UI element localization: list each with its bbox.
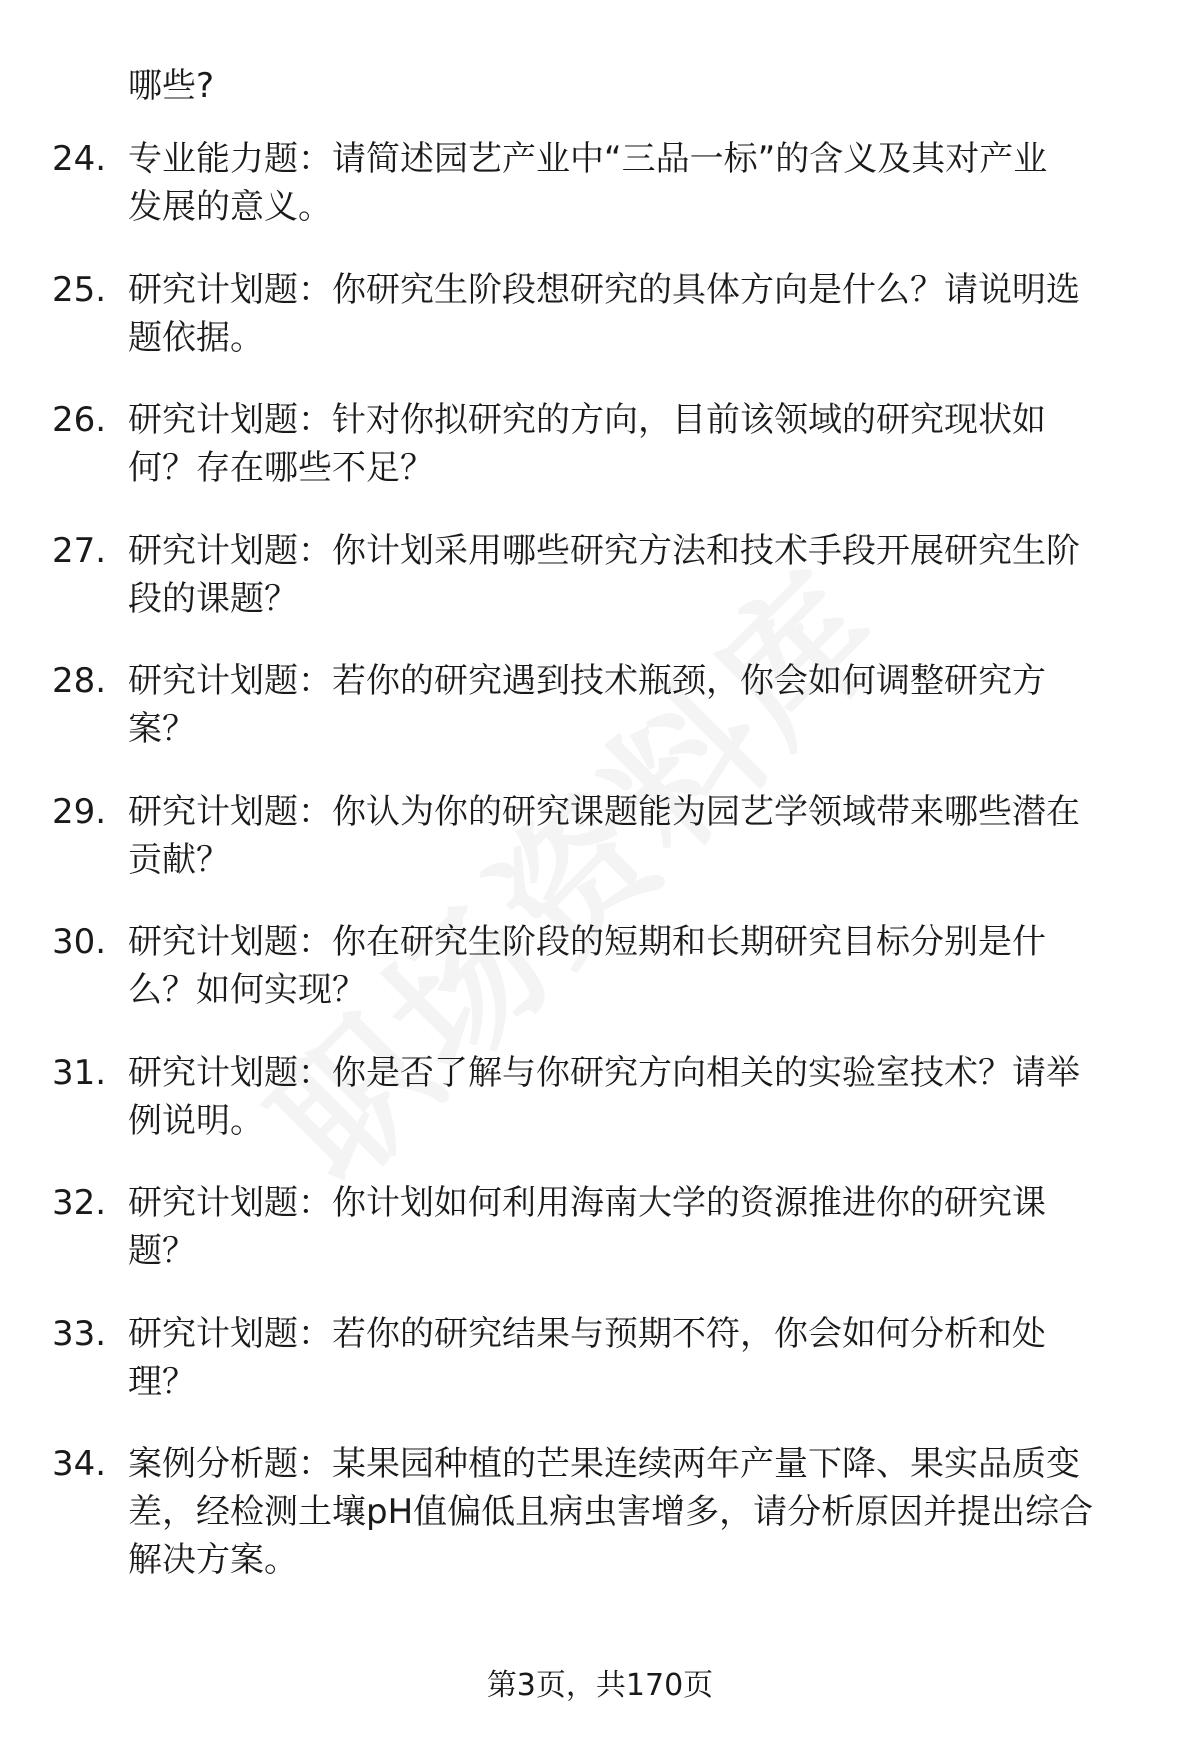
question-item [0,527,1200,658]
question-number: 31. [52,1052,107,1093]
question-item [0,788,1200,919]
question-text: 研究计划题：你是否了解与你研究方向相关的实验室技术？请举 例说明。 [128,1052,1080,1141]
question-text: 研究计划题：针对你拟研究的方向，目前该领域的研究现状如 何？存在哪些不足？ [128,400,1046,488]
question-text: 专业能力题：请简述园艺产业中“三品一标”的含义及其对产业 发展的意义。 [128,139,1048,227]
question-text: 研究计划题：若你的研究结果与预期不符，你会如何分析和处 理？ [128,1313,1046,1402]
question-item [0,1440,1200,1580]
question-number: 33. [52,1313,107,1354]
question-list [0,135,1200,1580]
question-item [0,396,1200,527]
question-number: 26. [52,400,107,440]
page-footer: 第3页，共170页 [486,1668,714,1703]
question-number: 28. [52,661,107,701]
question-item [0,1179,1200,1310]
question-item [0,135,1200,266]
question-text: 研究计划题：你认为你的研究课题能为园艺学领域带来哪些潜在 贡献？ [128,791,1080,880]
question-number: 29. [52,791,107,832]
question-number: 34. [52,1444,107,1484]
question-number: 27. [52,530,107,571]
question-item [0,266,1200,397]
question-item [0,657,1200,788]
question-text: 案例分析题：某果园种植的芒果连续两年产量下降、果实品质变 差，经检测土壤pH值偏低且病虫害增多，请分析原因并提出综合 解决方案。 [128,1444,1094,1580]
question-number: 30. [52,922,107,962]
question-text: 研究计划题：若你的研究遇到技术瓶颈，你会如何调整研究方 案？ [128,661,1046,749]
question-text: 研究计划题：你研究生阶段想研究的具体方向是什么？请说明选 题依据。 [128,269,1080,358]
question-item [0,1310,1200,1441]
question-item [0,1049,1200,1180]
question-item [0,918,1200,1049]
question-number: 32. [52,1183,107,1223]
question-text: 研究计划题：你计划如何利用海南大学的资源推进你的研究课 题？ [128,1183,1046,1271]
question-text: 研究计划题：你在研究生阶段的短期和长期研究目标分别是什 么？如何实现？ [128,922,1046,1010]
question-text: 研究计划题：你计划采用哪些研究方法和技术手段开展研究生阶 段的课题？ [128,530,1080,619]
continued-text: 哪些? [128,66,215,106]
question-number: 24. [52,139,107,179]
question-number: 25. [52,269,107,310]
